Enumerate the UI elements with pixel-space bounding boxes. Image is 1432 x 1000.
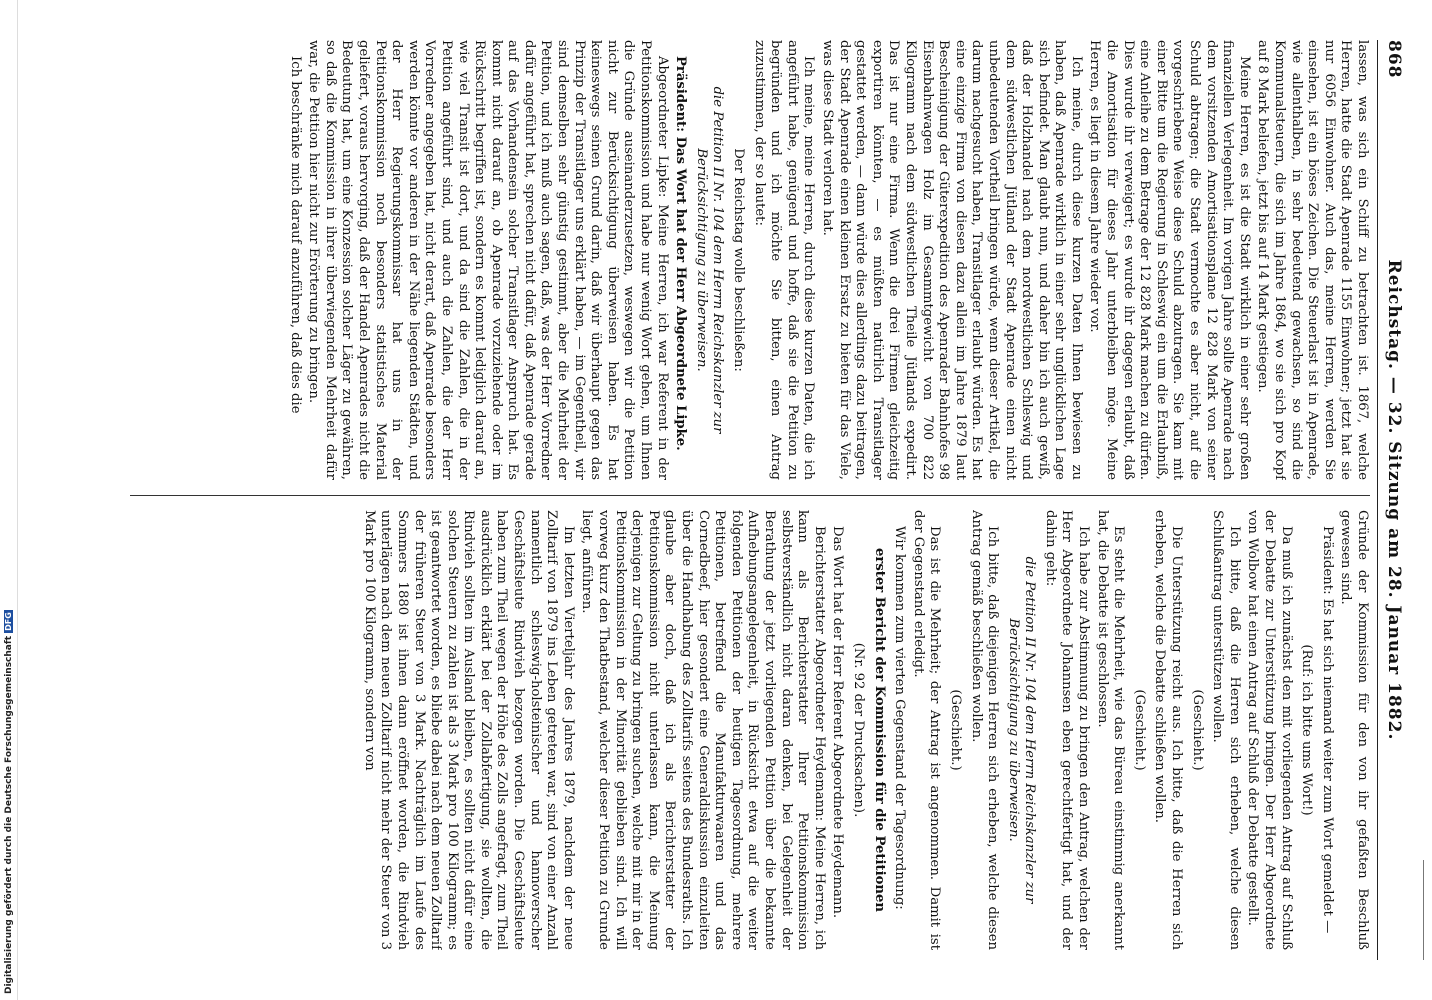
page-number: 868 <box>1384 40 1404 79</box>
paragraph: Ich habe zur Abstimmung zu bringen den Antrag, welchen der Herr Abgeordnete Johannsen eben gerechtfertigt hat, und der dahin geht: <box>1042 510 1092 950</box>
speaker-paragraph: Das Wort hat der Herr Referent Abgeordnete Heydemann. <box>830 526 846 919</box>
interjection: (Geschieht.) <box>947 689 963 771</box>
credit-text: Digitalisierung gefördert durch die Deutsche Forschungsgemeinschaft <box>4 635 14 994</box>
paragraph: Im letzten Vierteljahr des Jahres 1879, nachdem der neue Zolltarif von 1879 ins Leben getreten war, sind von einer Anzahl namentlich schleswig-holsteinischer und hannoverscher Geschäftsleute Rindvieh bezogen worden. Die Geschäftsleute haben zum Theil wegen der Höhe des Zolls angefragt, zum Theil ausdrücklich erklärt bei der Zollabfertigung, sie wollten, die Rindvieh sollten im Ausland bleiben, es sollten nicht dafür eine solchen Steuern zu zahlen ist als 3 Mark pro 100 Kilogramm; es ist geantwortet worden, es bliebe dabei nach dem neuen Zolltarif der früheren Steuer von 3 Mark. Nachträglich im Laufe des Sommers 1880 ist ihnen dann eröffnet worden, die Rindvieh unterlägen nach dem neuen Zolltarif nicht mehr der Steuer von 3 Mark pro 100 Kilogramm, sondern von <box>361 510 576 950</box>
top-margin-line <box>1423 860 1424 960</box>
resolution-heading: Der Reichstag wolle beschließen: <box>731 148 747 372</box>
paragraph: Ich meine, durch diese kurzen Daten Ihnen bewiesen zu haben, daß Apenrade wirklich in einer sehr unglücklichen Lage sich befindet. Man glaubt nun, und daher bin ich auch gewiß, daß der Holzhandel nach dem nordwestlichen Schleswig und dem südwestlichen Jütland der Stadt Apenrade einen nicht unbedeutenden Vortheil bringen würde, wenn dieser Artikel, die darum nachgesucht haben, Transitlager erlaubt würden. Es hat eine einzige Firma von diesen dazu allein im Jahre 1879 laut Bescheinigung der Güterexpedition des Apenrader Bahnhofes 98 Eisenbahnwagen Holz im Gesammtgewicht von 700 822 Kilogramm nach dem südwestlichen Theile Jütlands expedirt. Das ist nur eine Firma. Wenn die drei Firmen gleichzeitig exportiren könnten, — es müßten natürlich Transitlager gestattet werden, — dann würde dies allerdings dazu beitragen, der Stadt Apenrade einen kleinen Ersatz zu bieten für das Viele, was diese Stadt verloren hat. <box>820 40 1084 480</box>
paragraph: Ich meine, meine Herren, durch diese kurzen Daten, die ich angeführt habe, genügend und hoffe, daß sie die Petition zu begründen und ich möchte Sie bitten, einen Antrag zuzustimmen, der so lautet: <box>751 40 817 480</box>
paragraph: Meine Herren, es ist die Stadt wirklich in einer sehr großen finanziellen Verlegenheit. Im vorigen Jahre sollte Apenrade nach dem vorsitzenden Amortisationsplane 12 828 Mark von seiner Schuld abtragen; die Stadt vermochte es aber nicht, auf die vorgeschriebene Weise diese Schuld abzutragen. Sie kam mit einer Bitte um die Regierung in Schleswig ein um die Erlaubniß, eine Anleihe zu dem Betrage der 12 828 Mark machen zu dürfen. Dies wurde ihr verweigert; es wurde ihr dagegen erlaubt, daß die Amortisation für dieses Jahr unterbleiben möge. Meine Herren, es liegt in diesem Jahre wieder vor. <box>1087 40 1252 480</box>
dfg-logo: DFG <box>4 612 13 631</box>
paragraph: Das ist die Mehrheit; der Antrag ist angenommen. Damit ist der Gegenstand erledigt. <box>910 510 943 950</box>
page-title: Reichstag. — 32. Sitzung am 28. Januar 1882. <box>1384 259 1404 741</box>
speaker-paragraph: Berichterstatter Abgeordneter Heydemann: Meine Herren, ich kann als Berichterstatter Ihrer Petitionskommission selbstverständlich nicht daran denken, bei Gelegenheit der Berathung der jetzt vorliegenden Petition über die bekannte Aufhebungsangelegenheit, in Rücksicht etwa auf die weiter folgenden Petitionen der heutigen Tagesordnung, mehrere Petitionen, betreffend die Manufakturwaaren und das Cornedbeef, hier gesondert eine Generaldiskussion einzuleiten über die Handhabung des Zolltarifs seitens des Bundesraths. Ich glaube aber doch, daß ich als Berichterstatter der Petitionskommission nicht unterlassen kann, die Meinung derjenigen zur Geltung zu bringen suchen, welche mit mir in der Petitionskommission in der Minorität geblieben sind. Ich will vorweg kurz den Thatbestand, welcher dieser Petition zu Grunde liegt, anführen. <box>579 510 827 950</box>
interjection: (Geschieht.) <box>1131 689 1147 771</box>
paragraph: Ich bitte, daß die Herren sich erheben, welche diesen Schlußantrag unterstützen wollen. <box>1210 510 1242 950</box>
paragraph: lassen, was sich ein Schiff zu betrachten ist. 1867, welche Herren, hatte die Stadt Apenrade 1155 Einwohner; jetzt hat sie nur 6056 Einwohner. Auch das, meine Herren, werden Sie einsehen, ist ein böses Zeichen. Die Steuerlast ist in Apenrade, wie allenthalben, in sehr bedeutend gewachsen, so sind die Kommunalsteuern, die sich im Jahre 1864, wo sie sich pro Kopf auf 8 Mark beliefen, jetzt bis auf 14 Mark gestiegen. <box>1255 40 1370 480</box>
page-header <box>1377 40 1408 960</box>
speaker-paragraph: Präsident: Es hat sich niemand weiter zum Wort gemeldet — <box>1319 526 1335 934</box>
paragraph: Ich beschränke mich darauf anzuführen, daß dies die <box>287 56 303 414</box>
speaker-paragraph: Abgeordneter Lipke: Meine Herren, ich war Referent in der Petitionskommission und habe nur wenig Wort gehen, um Ihnen die Gründe auseinanderzusetzen, weswegen wir die Petition nicht zur Berücksichtigung überweisen haben. Es hat keineswegs seinen Grund darin, daß wir überhaupt gegen das Prinzip der Transitlager uns erklärt haben, — im Gegentheil, wir sind demselben sehr günstig gestimmt, aber die Mehrheit der Petition, und ich muß auch sagen, daß, was der Herr Vorredner dafür angeführt hat, sprechen nicht dafür, daß Apenrade gerade auf das Vorhandensein solcher Transitlager Anspruch hat. Es kommt nicht darauf an, ob Apenrade vorzuziehende oder im Rückschritt begriffen ist, sondern es kommt lediglich darauf an, wie viel Transit ist dort, und da sind die Zahlen, die in der Petition angeführt sind, und auch die Zahlen, die der Herr Vorredner angegeben hat, nicht derart, daß Apenrade besonders werden könnte vor anderen in der Nähe liegenden Städten, und der Herr Regierungskommissar hat uns in der Petitionskommission noch besonders statistisches Material geliefert, voraus hervorging, daß der Handel Apenrades nicht die Bedeutung hat, um eine Konzession solcher Läger zu gewähren, so daß die Kommission in ihrer überwiegenden Mehrheit dafür war, die Petition hier nicht zur Erörterung zu bringen. <box>306 40 670 480</box>
paragraph: Ich bitte, daß diejenigen Herren sich erheben, welche diesen Antrag gemäß beschließen wollen. <box>968 510 1001 950</box>
interjection: (Geschieht.) <box>1189 689 1205 771</box>
paragraph: Da muß ich zunächst den mit vorliegenden Antrag auf Schluß der Debatte zur Unterstützung bringen. Der Herr Abgeordnete von Wolbow hat einen Antrag auf Schluß der Debatte gestellt. <box>1245 510 1294 950</box>
paragraph: Die Unterstützung reicht aus. Ich bitte, daß die Herren sich erheben, welche die Debatte schließen wollen. <box>1152 510 1185 950</box>
paragraph: Gründe der Kommission für den von ihr gefaßten Beschluß gewesen sind. <box>1338 510 1370 950</box>
agenda-item-reference: (Nr. 92 der Drucksachen). <box>850 642 866 818</box>
paragraph: Es steht die Mehrheit, wie das Büreau einstimmig anerkannt hat, die Debatte ist geschlossen. <box>1094 510 1127 950</box>
agenda-item-heading: erster Bericht der Kommission für die Petitionen <box>871 548 887 912</box>
interjection: (Ruf: ich bitte ums Wort!) <box>1299 644 1315 816</box>
right-column <box>130 510 1370 950</box>
resolution-text: die Petition II Nr. 104 dem Herrn Reichskanzler zur Berücksichtigung zu überweisen. <box>693 86 726 434</box>
paragraph: Wir kommen zum vierten Gegenstand der Tagesordnung: <box>892 526 908 910</box>
speaker-paragraph: Präsident: Das Wort hat der Herr Abgeordnete Lipke. <box>673 56 689 451</box>
column-divider <box>130 495 1370 496</box>
left-column <box>130 40 1370 480</box>
resolution-text: die Petition II Nr. 104 dem Herrn Reichskanzler zur Berücksichtigung zu überweisen. <box>1005 556 1038 904</box>
